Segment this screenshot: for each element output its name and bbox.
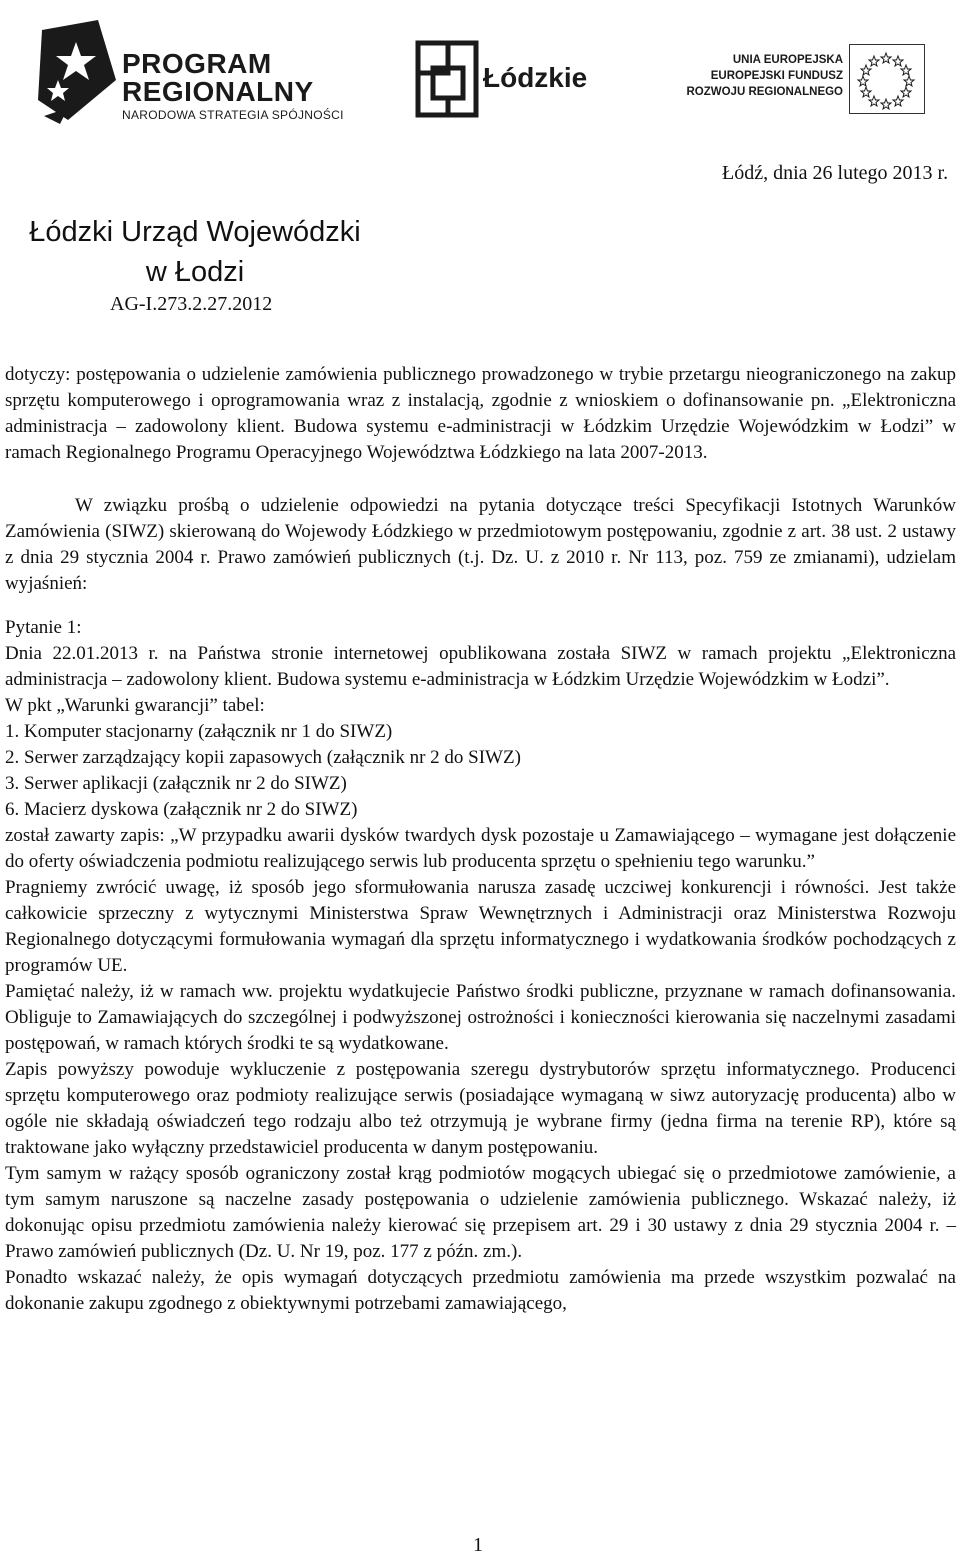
question-line: 6. Macierz dyskowa (załącznik nr 2 do SIWZ) xyxy=(5,799,358,820)
question-line: Dnia 22.01.2013 r. na Państwa stronie internetowej opublikowana została SIWZ w ramach projektu „Elektroniczna administracja – zadowolony klient. Budowa systemu e-administracja w Łódzkim Urzędzie Wojewódzkim w Łodzi”. xyxy=(5,643,956,690)
lodzkie-logo xyxy=(415,40,605,120)
lodzkie-text: Łódzkie xyxy=(483,62,588,93)
question-line: Pamiętać należy, iż w ramach ww. projektu wydatkujecie Państwo środki publiczne, przyznane w ramach dofinansowania. Obliguje to Zamawiających do szczególnej i podwyższonej ostrożności i konieczności kierowania się naczelnymi zasadami postępowań, w ramach których środki te są wydatkowane. xyxy=(5,981,956,1054)
program-regionalny-logo xyxy=(38,20,378,130)
question-line: Ponadto wskazać należy, że opis wymagań dotyczących przedmiotu zamówienia ma przede wszystkim pozwalać na dokonanie zakupu zgodnego z obiektywnymi potrzebami zamawiającego, xyxy=(5,1267,956,1314)
document-date: Łódź, dnia 26 lutego 2013 r. xyxy=(722,162,949,184)
question-line: 2. Serwer zarządzający kopii zapasowych (załącznik nr 2 do SIWZ) xyxy=(5,747,521,768)
ue-line1: UNIA EUROPEJSKA xyxy=(732,54,843,66)
page-number: 1 xyxy=(473,1534,483,1556)
question-line: Pragniemy zwrócić uwagę, iż sposób jego sformułowania narusza zasadę uczciwej konkurencji i równości. Jest także całkowicie sprzeczny z wytycznymi Ministerstwa Spraw Wewnętrznych i Administracji oraz Ministerstwa Rozwoju Regionalnego dotyczącymi formułowania wymagań dla sprzętu informatycznego i wydatkowania środków pochodzących z programów UE. xyxy=(5,877,956,976)
ue-line2: EUROPEJSKI FUNDUSZ xyxy=(710,70,843,82)
program-subtitle: NARODOWA STRATEGIA SPÓJNOŚCI xyxy=(122,108,344,122)
office-name xyxy=(0,212,390,292)
ue-logo xyxy=(655,44,925,119)
logo-bar xyxy=(0,0,960,140)
eu-flag-icon xyxy=(849,44,925,114)
office-line2: w Łodzi xyxy=(145,256,245,288)
program-line2: REGIONALNY xyxy=(122,76,314,107)
document-body xyxy=(5,362,956,1317)
question-line: Zapis powyższy powoduje wykluczenie z postępowania szeregu dystrybutorów sprzętu informatycznego. Producenci sprzętu komputerowego oraz podmioty realizujące serwis (posiadające wymaganą w siwz autoryzację producenta) albo w ogóle nie składają oświadczeń tego rodzaju albo też otrzymują je wybrane firmy (jedna firma na terenie RP), które są traktowane jako wyłączny przedstawiciel producenta w danym postępowaniu. xyxy=(5,1059,956,1158)
office-line1: Łódzki Urząd Wojewódzki xyxy=(29,216,361,248)
question-line: 1. Komputer stacjonarny (załącznik nr 1 do SIWZ) xyxy=(5,721,393,742)
question-line: 3. Serwer aplikacji (załącznik nr 2 do SIWZ) xyxy=(5,773,347,794)
reference-number: AG-I.273.2.27.2012 xyxy=(110,293,273,315)
question-title: Pytanie 1: xyxy=(5,617,82,638)
intro-paragraph: W związku prośbą o udzielenie odpowiedzi na pytania dotyczące treści Specyfikacji Istotnych Warunków Zamówienia (SIWZ) skierowaną do Wojewody Łódzkiego w przedmiotowym postępowaniu, zgodnie z art. 38 ust. 2 ustawy z dnia 29 stycznia 2004 r. Prawo zamówień publicznych (t.j. Dz. U. z 2010 r. Nr 113, poz. 759 ze zmianami), udzielam wyjaśnień: xyxy=(5,495,956,594)
program-line1: PROGRAM xyxy=(122,48,272,79)
question-line: W pkt „Warunki gwarancji” tabel: xyxy=(5,695,265,716)
star-emblem-icon xyxy=(38,20,118,130)
subject-paragraph: dotyczy: postępowania o udzielenie zamówienia publicznego prowadzonego w trybie przetargu nieograniczonego na zakup sprzętu komputerowego i oprogramowania wraz z instalacją, zgodnie z wnioskiem o dofinansowanie pn. „Elektroniczna administracja – zadowolony klient. Budowa systemu e-administracji w Łódzkim Urzędzie Wojewódzkim w Łodzi” w ramach Regionalnego Programu Operacyjnego Województwa Łódzkiego na lata 2007-2013. xyxy=(5,364,956,463)
ue-line3: ROZWOJU REGIONALNEGO xyxy=(686,86,843,98)
lodzkie-emblem-icon xyxy=(415,40,479,118)
question-line: został zawarty zapis: „W przypadku awarii dysków twardych dysk pozostaje u Zamawiającego – wymagane jest dołączenie do oferty oświadczenia podmiotu realizującego serwis lub producenta sprzętu o spełnieniu tego warunku.” xyxy=(5,825,956,872)
question-line: Tym samym w rażący sposób ograniczony został krąg podmiotów mogących ubiegać się o przedmiotowe zamówienie, a tym samym naruszone są naczelne zasady postępowania o udzielenie zamówienia publicznego. Wskazać należy, iż dokonując opisu przedmiotu zamówienia należy kierować się przepisem art. 29 i 30 ustawy z dnia 29 stycznia 2004 r. – Prawo zamówień publicznych (Dz. U. Nr 19, poz. 177 z późn. zm.). xyxy=(5,1163,956,1262)
